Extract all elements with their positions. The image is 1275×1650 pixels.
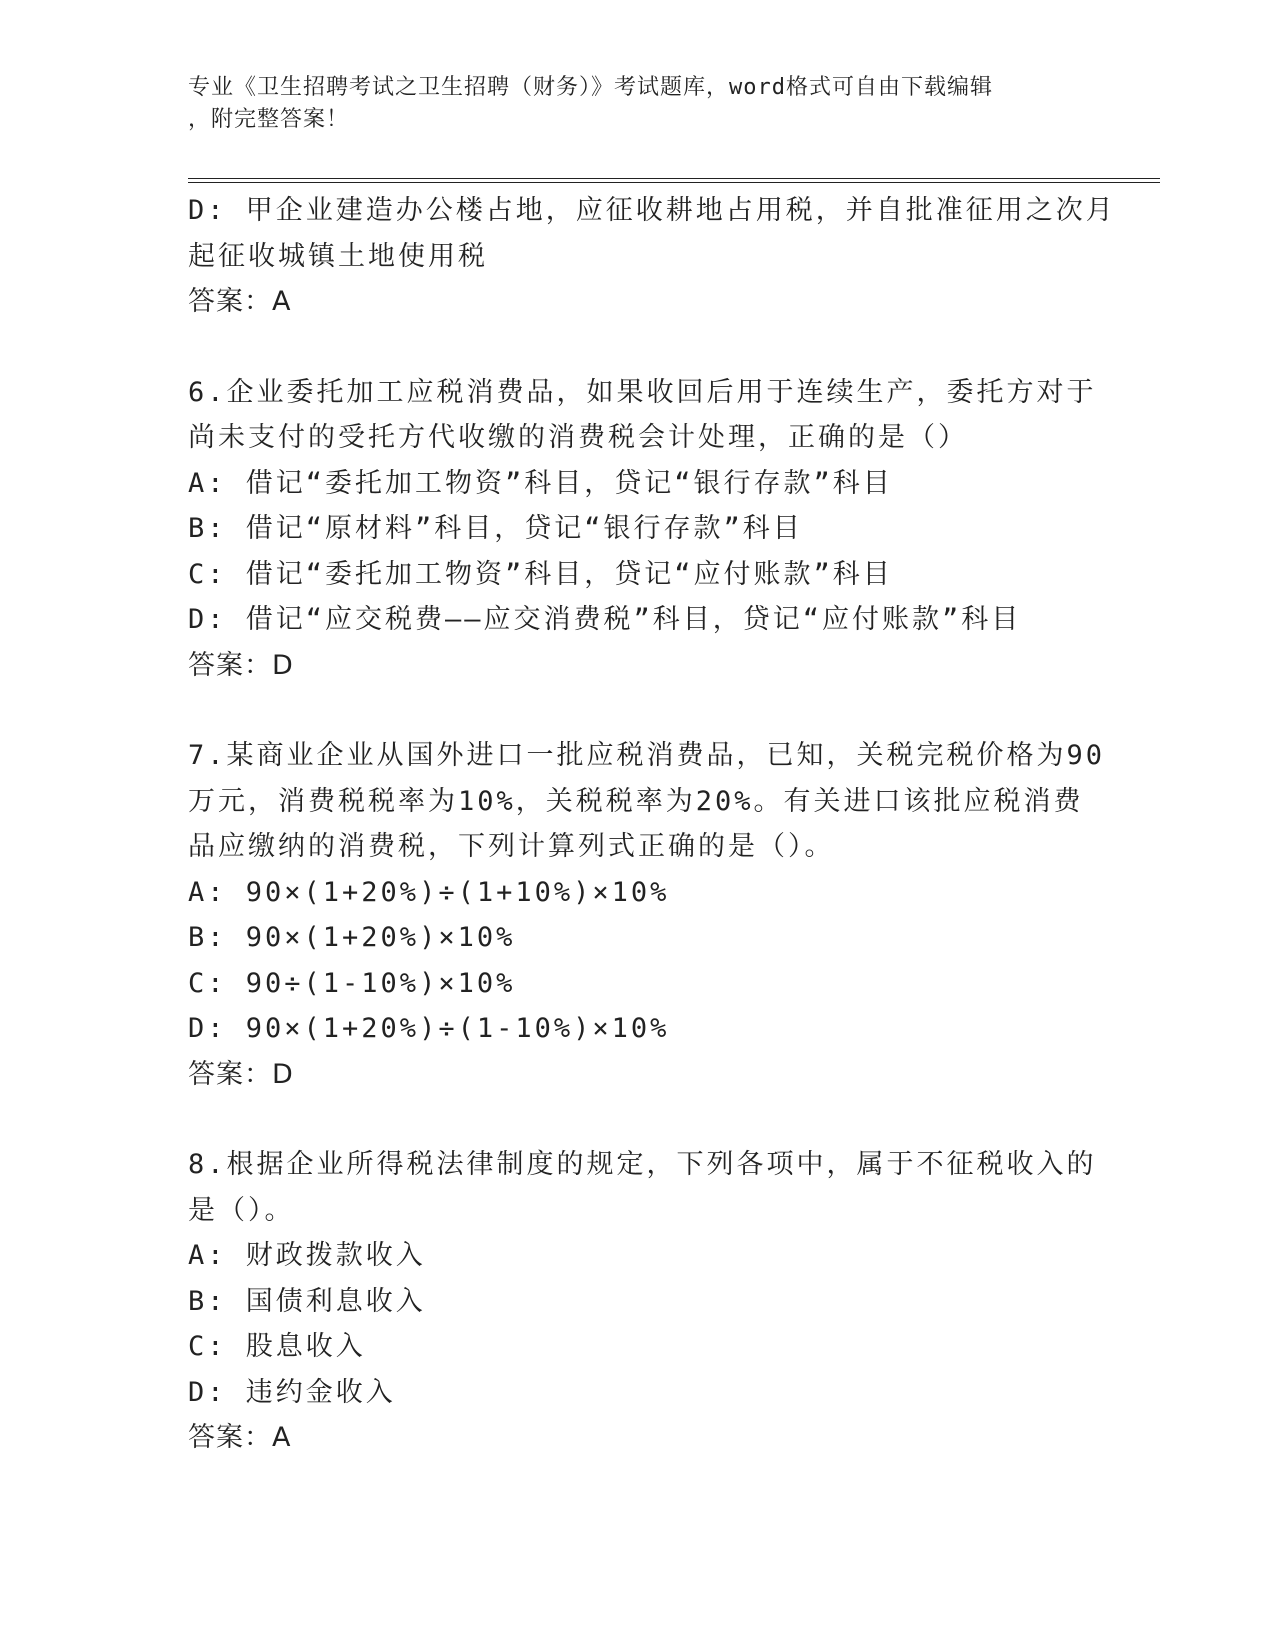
question-content	[188, 188, 1116, 1461]
spacer	[188, 688, 1088, 733]
q6-stem-line-2: 尚未支付的受托方代收缴的消费税会计处理，正确的是（）	[188, 422, 968, 453]
header-divider-bottom	[188, 182, 1160, 183]
q8-option-b: B: 国债利息收入	[188, 1285, 426, 1317]
q7-option-a: A: 90×(1+20%)÷(1+10%)×10%	[188, 876, 670, 908]
q7-option-d: D: 90×(1+20%)÷(1-10%)×10%	[188, 1013, 670, 1044]
q6-option-d: D: 借记“应交税费——应交消费税”科目，贷记“应付账款”科目	[188, 604, 1022, 635]
header-line-2: ，附完整答案！	[188, 107, 350, 132]
question-8	[188, 1142, 1097, 1461]
q5-option-d-line-1: D: 甲企业建造办公楼占地，应征收耕地占用税，并自批准征用之次月	[188, 195, 1116, 226]
question-6	[188, 370, 1097, 689]
q6-stem-line-1: 6.企业委托加工应税消费品，如果收回后用于连续生产，委托方对于	[188, 376, 1097, 408]
document-header	[188, 72, 1068, 136]
q8-option-c: C: 股息收入	[188, 1331, 366, 1362]
q7-answer: 答案：D	[188, 1058, 294, 1090]
question-5-tail	[188, 188, 1116, 325]
q6-answer: 答案：D	[188, 649, 294, 681]
spacer	[188, 325, 1088, 370]
q7-option-b: B: 90×(1+20%)×10%	[188, 922, 516, 953]
q5-option-d-line-2: 起征收城镇土地使用税	[188, 240, 488, 272]
header-divider-top	[188, 178, 1160, 179]
q8-stem-line-1: 8.根据企业所得税法律制度的规定，下列各项中，属于不征税收入的	[188, 1149, 1097, 1180]
q6-option-c: C: 借记“委托加工物资”科目，贷记“应付账款”科目	[188, 558, 893, 590]
header-line-1: 专业《卫生招聘考试之卫生招聘（财务）》考试题库，word格式可自由下载编辑	[188, 75, 993, 100]
q7-stem-line-1: 7.某商业企业从国外进口一批应税消费品，已知，关税完税价格为90	[188, 740, 1106, 771]
q7-stem-line-3: 品应缴纳的消费税，下列计算列式正确的是（）。	[188, 831, 835, 862]
q8-option-d: D: 违约金收入	[188, 1376, 396, 1408]
q6-option-a: A: 借记“委托加工物资”科目，贷记“银行存款”科目	[188, 467, 893, 499]
q7-option-c: C: 90÷(1-10%)×10%	[188, 967, 516, 999]
q8-stem-line-2: 是（）。	[188, 1194, 295, 1226]
q8-option-a: A: 财政拨款收入	[188, 1240, 426, 1271]
q6-option-b: B: 借记“原材料”科目，贷记“银行存款”科目	[188, 513, 803, 544]
question-7	[188, 733, 1106, 1097]
q5-answer: 答案：A	[188, 286, 292, 317]
q7-stem-line-2: 万元，消费税税率为10%，关税税率为20%。有关进口该批应税消费	[188, 785, 1084, 817]
spacer	[188, 1097, 1088, 1142]
q8-answer: 答案：A	[188, 1422, 292, 1453]
